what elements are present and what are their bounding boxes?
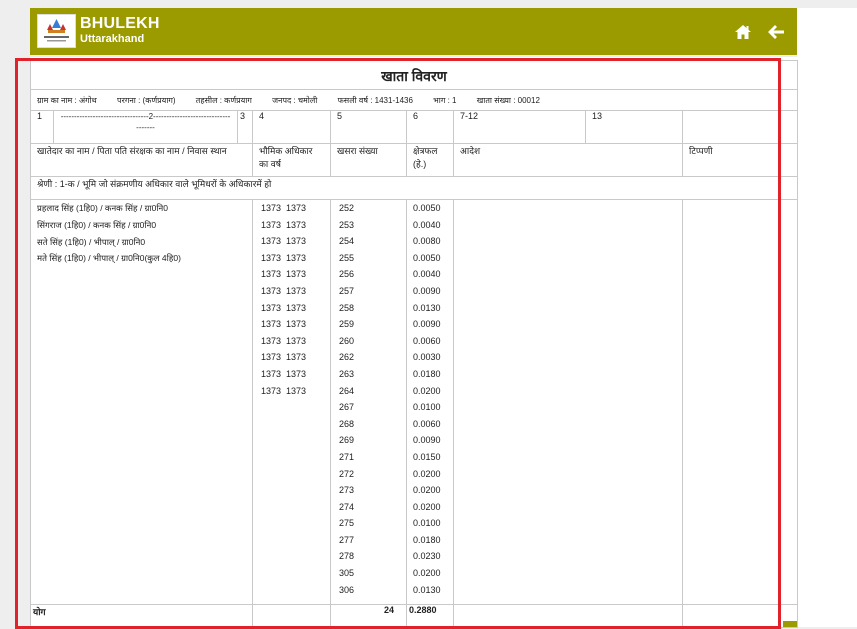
khasra-number: 252 — [339, 203, 355, 213]
header-order: आदेश — [454, 144, 683, 177]
area-value: 0.0060 — [413, 418, 441, 429]
area-value: 0.0200 — [413, 385, 441, 396]
header-owner: खातेदार का नाम / पिता पति संरक्षक का नाम / निवास स्थान — [31, 144, 253, 177]
khasra-number: 273 — [339, 485, 355, 496]
total-order-empty — [454, 605, 683, 628]
brand — [80, 15, 160, 45]
col-num-5: 5 — [331, 111, 407, 144]
khata-number: खाता संख्या : 00012 — [476, 95, 540, 105]
col-num-1: 1 — [31, 111, 54, 144]
col-num-2: ---------------------------------2------------------------------------ — [54, 111, 238, 144]
area-value: 0.0130 — [413, 584, 441, 595]
total-label: योग — [31, 605, 253, 628]
khasra-number: 274 — [339, 501, 355, 512]
khasra-number: 262 — [339, 352, 355, 363]
village-name: ग्राम का नाम : अंगोथ — [37, 95, 97, 105]
rights-year: 1373 1373 — [261, 203, 307, 213]
khasra-number: 256 — [339, 269, 355, 280]
area-value: 0.0200 — [413, 485, 441, 496]
khasra-number: 267 — [339, 402, 355, 413]
right-margin-top — [797, 0, 857, 8]
col-num-8: 13 — [586, 111, 683, 144]
header-area: क्षेत्रफल (हे.) — [407, 144, 454, 177]
home-icon[interactable] — [733, 22, 753, 42]
khasra-number: 264 — [339, 385, 355, 396]
total-remarks-empty — [683, 605, 798, 628]
area-value: 0.0060 — [413, 335, 441, 346]
khasra-number: 306 — [339, 584, 355, 595]
khasra-number: 269 — [339, 435, 355, 446]
app-header — [30, 8, 797, 55]
total-row — [31, 605, 798, 628]
tehsil: तहसील : कर्णप्रयाग — [195, 95, 252, 105]
area-value: 0.0040 — [413, 269, 441, 280]
area-value: 0.0050 — [413, 252, 441, 263]
rights-cell — [253, 200, 331, 605]
area-value: 0.0180 — [413, 368, 441, 379]
rights-year: 1373 1373 — [261, 269, 307, 280]
area-value: 0.0100 — [413, 402, 441, 413]
rights-year: 1373 1373 — [261, 352, 307, 363]
emblem-icon — [38, 15, 75, 47]
header-rights: भौमिक अधिकार का वर्ष — [253, 144, 331, 177]
area-value: 0.0200 — [413, 501, 441, 512]
page-title: खाता विवरण — [31, 61, 798, 90]
rights-year: 1373 1373 — [261, 285, 307, 296]
rights-year: 1373 1373 — [261, 368, 307, 379]
total-count: 24 — [331, 605, 407, 628]
brand-subtitle: Uttarakhand — [80, 33, 145, 45]
area-value: 0.0130 — [413, 302, 441, 313]
rights-year: 1373 1373 — [261, 385, 307, 396]
category-row — [31, 177, 798, 200]
khasra-number: 271 — [339, 451, 355, 462]
rights-year: 1373 1373 — [261, 319, 307, 330]
area-value: 0.0040 — [413, 219, 441, 230]
col-num-9 — [683, 111, 798, 144]
remarks-cell — [683, 200, 798, 605]
col-num-4: 4 — [253, 111, 331, 144]
fasli-year: फसली वर्ष : 1431-1436 — [337, 95, 413, 105]
khasra-number: 254 — [339, 236, 355, 247]
area-value: 0.0180 — [413, 534, 441, 545]
right-margin — [797, 0, 857, 627]
rights-year: 1373 1373 — [261, 236, 307, 247]
total-rights-empty — [253, 605, 331, 628]
area-value: 0.0200 — [413, 468, 441, 479]
back-arrow-icon[interactable] — [766, 22, 786, 42]
owner-name: सते सिंह (1हि0) / भीपाल् / ग्रा0नि0 — [37, 236, 146, 247]
area-value: 0.0150 — [413, 451, 441, 462]
bhag: भाग : 1 — [433, 95, 457, 105]
khasra-number: 255 — [339, 252, 355, 263]
area-value: 0.0100 — [413, 518, 441, 529]
header-remarks: टिप्पणी — [683, 144, 798, 177]
khasra-cell — [331, 200, 407, 605]
column-header-row — [31, 144, 798, 177]
rights-year: 1373 1373 — [261, 302, 307, 313]
khasra-number: 263 — [339, 368, 355, 379]
khata-document — [30, 57, 797, 627]
order-cell — [454, 200, 683, 605]
khata-table — [30, 60, 798, 628]
area-value: 0.0090 — [413, 435, 441, 446]
area-value: 0.0090 — [413, 285, 441, 296]
area-value: 0.0080 — [413, 236, 441, 247]
area-cell — [407, 200, 454, 605]
area-value: 0.0050 — [413, 203, 441, 213]
owner-name: सिंगराज (1हि0) / कनक सिंह / ग्रा0नि0 — [37, 219, 157, 230]
khasra-number: 253 — [339, 219, 355, 230]
column-number-row — [31, 111, 798, 144]
khasra-number: 278 — [339, 551, 355, 562]
khasra-number: 275 — [339, 518, 355, 529]
khasra-number: 257 — [339, 285, 355, 296]
col-num-7: 7-12 — [454, 111, 586, 144]
owner-name: मते सिंह (1हि0) / भीपाल् / ग्रा0नि0(कुल 4हि0) — [37, 253, 181, 264]
footer-bar — [783, 621, 797, 627]
khasra-number: 260 — [339, 335, 355, 346]
khasra-number: 258 — [339, 302, 355, 313]
rights-year: 1373 1373 — [261, 219, 307, 230]
area-value: 0.0090 — [413, 319, 441, 330]
uttarakhand-logo[interactable] — [37, 14, 76, 48]
area-value: 0.0200 — [413, 568, 441, 579]
category-text: श्रेणी : 1-क / भूमि जो संक्रमणीय अधिकार वाले भूमिधरों के अधिकारमें हो — [31, 177, 798, 200]
khasra-number: 277 — [339, 534, 355, 545]
khasra-number: 272 — [339, 468, 355, 479]
col-num-3: 3 — [238, 111, 253, 144]
table-row — [31, 200, 798, 605]
khasra-number: 305 — [339, 568, 355, 579]
area-value: 0.0230 — [413, 551, 441, 562]
khasra-number: 259 — [339, 319, 355, 330]
owner-name: प्रहलाद सिंह (1हि0) / कनक सिंह / ग्रा0नि0 — [37, 203, 168, 213]
rights-year: 1373 1373 — [261, 335, 307, 346]
brand-title: BHULEKH — [80, 15, 160, 32]
area-value: 0.0030 — [413, 352, 441, 363]
header-khasra: खसरा संख्या — [331, 144, 407, 177]
rights-year: 1373 1373 — [261, 252, 307, 263]
owner-cell — [31, 200, 253, 605]
pargana: परगना : (कर्णप्रयाग) — [117, 95, 176, 105]
khata-info — [31, 90, 798, 111]
col-num-6: 6 — [407, 111, 454, 144]
district: जनपद : चमोली — [272, 95, 318, 105]
khasra-number: 268 — [339, 418, 355, 429]
total-area: 0.2880 — [407, 605, 454, 628]
